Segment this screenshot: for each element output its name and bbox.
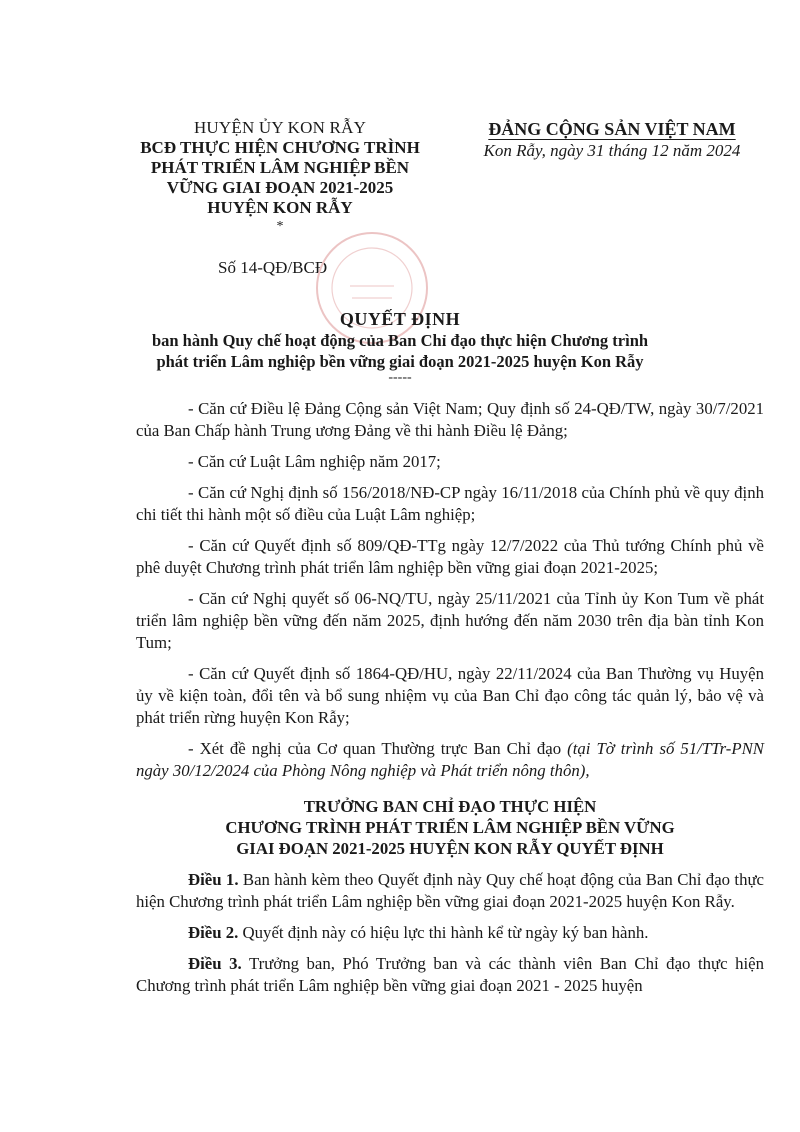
- committee-line-3: VỮNG GIAI ĐOẠN 2021-2025: [166, 178, 394, 197]
- title-separator: -----: [388, 370, 412, 385]
- legal-basis-5: - Căn cứ Nghị quyết số 06-NQ/TU, ngày 25/11/2021 của Tỉnh ủy Kon Tum về phát triển lâm nghiệp bền vững đến năm 2025, định hướng đến năm 2030 trên địa bàn tỉnh Kon Tum;: [136, 589, 764, 652]
- decision-heading-line-2: CHƯƠNG TRÌNH PHÁT TRIỂN LÂM NGHIỆP BỀN VỮNG: [225, 818, 675, 837]
- proposal-text: - Xét đề nghị của Cơ quan Thường trực Ban Chỉ đạo: [188, 739, 568, 758]
- star-mark: *: [276, 219, 284, 234]
- document-body: [136, 398, 764, 1006]
- title-subject-line-1: ban hành Quy chế hoạt động của Ban Chỉ đạo thực hiện Chương trình: [151, 331, 649, 350]
- article-1: [136, 869, 764, 913]
- proposal-paragraph: [136, 738, 764, 782]
- national-header: [462, 118, 762, 162]
- document-title: [150, 308, 650, 384]
- article-2-label: Điều 2.: [188, 923, 239, 942]
- place-date: Kon Rẫy, ngày 31 tháng 12 năm 2024: [483, 141, 741, 160]
- article-3: [136, 953, 764, 997]
- decision-heading-line-1: TRƯỞNG BAN CHỈ ĐẠO THỰC HIỆN: [303, 797, 597, 816]
- committee-line-4: HUYỆN KON RẪY: [207, 198, 353, 217]
- document-number: Số 14-QĐ/BCĐ: [218, 258, 328, 277]
- legal-basis-1: - Căn cứ Điều lệ Đảng Cộng sản Việt Nam; Quy định số 24-QĐ/TW, ngày 30/7/2021 của Ban Chấp hành Trung ương Đảng về thi hành Điều lệ Đảng;: [136, 399, 764, 440]
- legal-basis-6: - Căn cứ Quyết định số 1864-QĐ/HU, ngày 22/11/2024 của Ban Thường vụ Huyện ủy về kiện toàn, đổi tên và bổ sung nhiệm vụ của Ban Chỉ đạo công tác quản lý, bảo vệ và phát triển rừng huyện Kon Rẫy;: [136, 664, 764, 727]
- proposal-reference: (tại Tờ trình số 51/TTr-PNN ngày 30/12/2024 của Phòng Nông nghiệp và Phát triển nông thôn),: [136, 739, 764, 780]
- committee-line-2: PHÁT TRIỂN LÂM NGHIỆP BỀN: [150, 158, 410, 177]
- article-2: [136, 922, 764, 944]
- article-1-label: Điều 1.: [188, 870, 239, 889]
- title-subject-line-2: phát triển Lâm nghiệp bền vững giai đoạn 2021-2025 huyện Kon Rẫy: [156, 352, 644, 371]
- article-3-text: Trưởng ban, Phó Trưởng ban và các thành viên Ban Chỉ đạo thực hiện Chương trình phát triển Lâm nghiệp bền vững giai đoạn 2021 - 2025 huyện: [136, 954, 765, 995]
- issuing-body: [130, 118, 430, 234]
- legal-basis-2: - Căn cứ Luật Lâm nghiệp năm 2017;: [188, 452, 441, 471]
- article-3-label: Điều 3.: [188, 954, 242, 973]
- legal-basis-4: - Căn cứ Quyết định số 809/QĐ-TTg ngày 12/7/2022 của Thủ tướng Chính phủ về phê duyệt Chương trình phát triển lâm nghiệp bền vững giai đoạn 2021-2025;: [136, 536, 764, 577]
- legal-basis-3: - Căn cứ Nghị định số 156/2018/NĐ-CP ngày 16/11/2018 của Chính phủ về quy định chi tiết thi hành một số điều của Luật Lâm nghiệp;: [136, 483, 764, 524]
- article-1-text: Ban hành kèm theo Quyết định này Quy chế hoạt động của Ban Chỉ đạo thực hiện Chương trình phát triển Lâm nghiệp bền vững giai đoạn 2021-2025 huyện Kon Rẫy.: [136, 870, 765, 911]
- decision-heading: [136, 796, 764, 859]
- article-2-text: Quyết định này có hiệu lực thi hành kể từ ngày ký ban hành.: [238, 923, 649, 942]
- party-name: ĐẢNG CỘNG SẢN VIỆT NAM: [488, 119, 736, 139]
- party-committee-name: HUYỆN ỦY KON RẪY: [193, 118, 367, 137]
- title-decision: QUYẾT ĐỊNH: [339, 309, 461, 329]
- decision-heading-line-3: GIAI ĐOẠN 2021-2025 HUYỆN KON RẪY QUYẾT ĐỊNH: [236, 839, 664, 858]
- committee-line-1: BCĐ THỰC HIỆN CHƯƠNG TRÌNH: [140, 138, 420, 157]
